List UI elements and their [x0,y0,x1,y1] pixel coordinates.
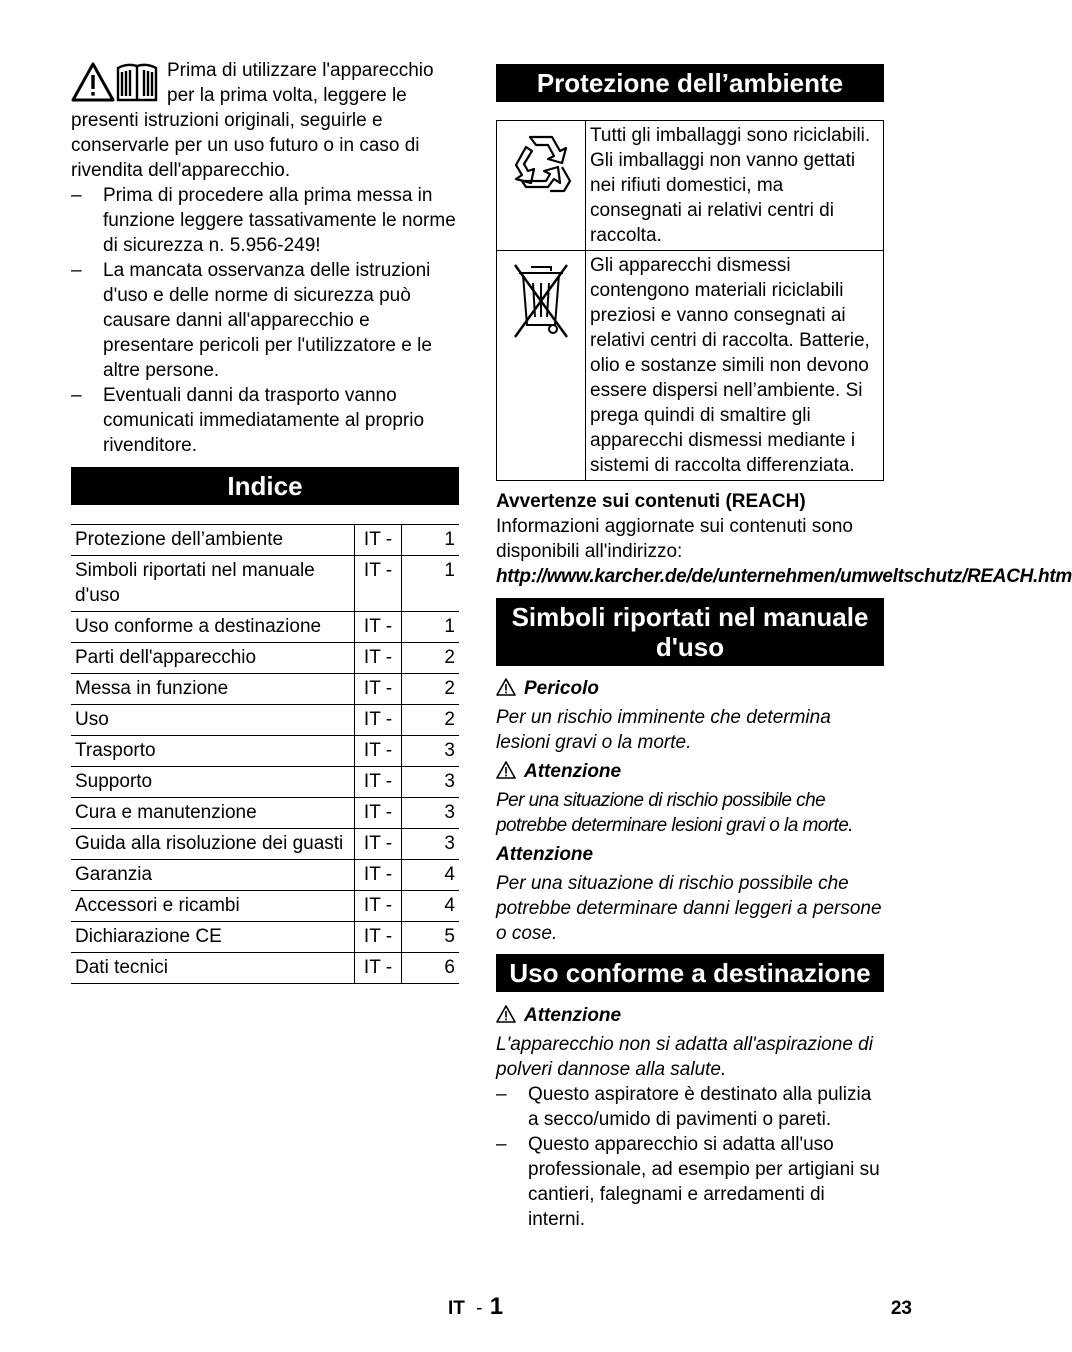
toc-entry-page: 2 [402,643,460,674]
page-number: 23 [890,1298,912,1319]
toc-entry-page: 4 [402,891,460,922]
reach-url[interactable]: http://www.karcher.de/de/unternehmen/umweltschutz/REACH.htm [496,566,1072,587]
toc-entry-lang: IT - [355,860,402,891]
toc-table [71,524,459,984]
toc-entry-lang: IT - [355,829,402,860]
toc-entry-lang: IT - [355,612,402,643]
toc-entry-title: Cura e manutenzione [71,798,355,829]
toc-entry-page: 1 [402,556,460,612]
symbol-text: Per una situazione di rischio possibile che potrebbe determinare danni leggeri a persone o cose. [496,873,882,944]
environment-icon-cell [497,251,586,481]
environment-table [496,120,884,481]
toc-entry-lang: IT - [355,643,402,674]
toc-entry-lang: IT - [355,953,402,984]
toc-row[interactable] [71,612,459,643]
toc-entry-title: Protezione dell’ambiente [71,525,355,556]
intro-text: Prima di utilizzare l'apparecchio per la prima volta, leggere le presenti istruzioni originali, seguirle e conservarle per un uso futuro o in caso di rivendita dell'apparecchio. [71,60,434,181]
toc-entry-page: 2 [402,705,460,736]
left-column [71,58,459,984]
toc-row[interactable] [71,643,459,674]
environment-row [497,121,884,251]
toc-entry-lang: IT - [355,674,402,705]
toc-entry-lang: IT - [355,705,402,736]
symbol-text: Per una situazione di rischio possibile che potrebbe determinare lesioni gravi o la morte. [496,790,854,836]
toc-entry-title: Guida alla risoluzione dei guasti [71,829,355,860]
warning-triangle-icon [73,64,113,100]
toc-entry-page: 5 [402,922,460,953]
reach-heading: Avvertenze sui contenuti (REACH) [496,491,806,512]
toc-entry-lang: IT - [355,798,402,829]
environment-text: Tutti gli imballaggi sono riciclabili. Gli imballaggi non vanno gettati nei rifiuti domestici, ma consegnati ai relativi centri di raccolta. [586,121,884,251]
environment-text: Gli apparecchi dismessi contengono materiali riciclabili preziosi e vanno consegnati ai relativi centri di raccolta. Batterie, olio e sostanze simili non devono essere dispersi nell’ambiente. Si prega quindi di smaltire gli apparecchi dismessi mediante i sistemi di raccolta differenziata. [586,251,884,481]
toc-row[interactable] [71,705,459,736]
intro-item: – Eventuali danni da trasporto vanno comunicati immediatamente al proprio rivenditore. [71,383,459,458]
reach-text: Informazioni aggiornate sui contenuti sono disponibili all'indirizzo: [496,516,854,562]
warning-manual-icon [71,60,159,104]
environment-row [497,251,884,481]
footer-section-number: 1 [489,1293,504,1320]
symbol-label-danger: Pericolo [496,676,884,701]
symbol-label-warning: Attenzione [496,759,884,784]
toc-entry-title: Trasporto [71,736,355,767]
toc-entry-page: 3 [402,736,460,767]
toc-entry-title: Uso conforme a destinazione [71,612,355,643]
toc-entry-title: Messa in funzione [71,674,355,705]
toc-entry-page: 3 [402,767,460,798]
intended-use-text: L'apparecchio non si adatta all'aspirazione di polveri dannose alla salute. [496,1034,873,1080]
toc-entry-title: Dichiarazione CE [71,922,355,953]
toc-entry-lang: IT - [355,525,402,556]
right-column [496,58,1072,1232]
toc-row[interactable] [71,922,459,953]
intended-use-item: – Questo apparecchio si adatta all'uso professionale, ad esempio per artigiani su cantieri, falegnami e arredamenti di interni. [496,1132,884,1232]
toc-row[interactable] [71,525,459,556]
footer-lang: IT [448,1298,465,1319]
symbol-text: Per un rischio imminente che determina lesioni gravi o la morte. [496,707,831,753]
manual-book-icon [118,65,156,100]
toc-entry-lang: IT - [355,891,402,922]
warning-triangle-icon [496,678,516,696]
toc-row[interactable] [71,767,459,798]
toc-row[interactable] [71,736,459,767]
crossed-bin-icon [511,261,571,341]
footer-section-page [448,1294,503,1321]
toc-entry-title: Supporto [71,767,355,798]
symbols-heading: Simboli riportati nel manuale d'uso [496,598,884,666]
toc-entry-page: 2 [402,674,460,705]
intro-item: – La mancata osservanza delle istruzioni d'uso e delle norme di sicurezza può causare danni all'apparecchio e presentare pericoli per l'utilizzatore e le altre persone. [71,258,459,383]
toc-row[interactable] [71,860,459,891]
toc-entry-page: 3 [402,829,460,860]
toc-entry-page: 4 [402,860,460,891]
intended-use-label: Attenzione [496,1003,884,1028]
environment-icon-cell [497,121,586,251]
footer-sep: - [476,1298,483,1319]
warning-triangle-icon [496,1005,516,1023]
toc-entry-page: 1 [402,525,460,556]
symbol-label-caution: Attenzione [496,844,594,865]
intended-use-item: – Questo aspiratore è destinato alla pulizia a secco/umido di pavimenti o pareti. [496,1082,884,1132]
toc-row[interactable] [71,556,459,612]
intro-item: – Prima di procedere alla prima messa in funzione leggere tassativamente le norme di sicurezza n. 5.956-249! [71,183,459,258]
toc-row[interactable] [71,953,459,984]
toc-entry-title: Uso [71,705,355,736]
environment-heading: Protezione dell’ambiente [496,64,884,102]
toc-entry-lang: IT - [355,922,402,953]
toc-row[interactable] [71,829,459,860]
toc-row[interactable] [71,674,459,705]
toc-entry-page: 3 [402,798,460,829]
toc-entry-lang: IT - [355,556,402,612]
toc-entry-title: Parti dell'apparecchio [71,643,355,674]
intended-use-heading: Uso conforme a destinazione [496,954,884,992]
toc-entry-page: 6 [402,953,460,984]
toc-entry-lang: IT - [355,736,402,767]
toc-entry-title: Accessori e ricambi [71,891,355,922]
toc-row[interactable] [71,891,459,922]
toc-entry-page: 1 [402,612,460,643]
toc-entry-title: Simboli riportati nel manuale d'uso [71,556,355,612]
toc-row[interactable] [71,798,459,829]
toc-heading: Indice [71,467,459,505]
recycling-icon [504,131,578,207]
toc-entry-lang: IT - [355,767,402,798]
toc-entry-title: Garanzia [71,860,355,891]
intro-block [71,58,459,183]
warning-triangle-icon [496,761,516,779]
toc-entry-title: Dati tecnici [71,953,355,984]
